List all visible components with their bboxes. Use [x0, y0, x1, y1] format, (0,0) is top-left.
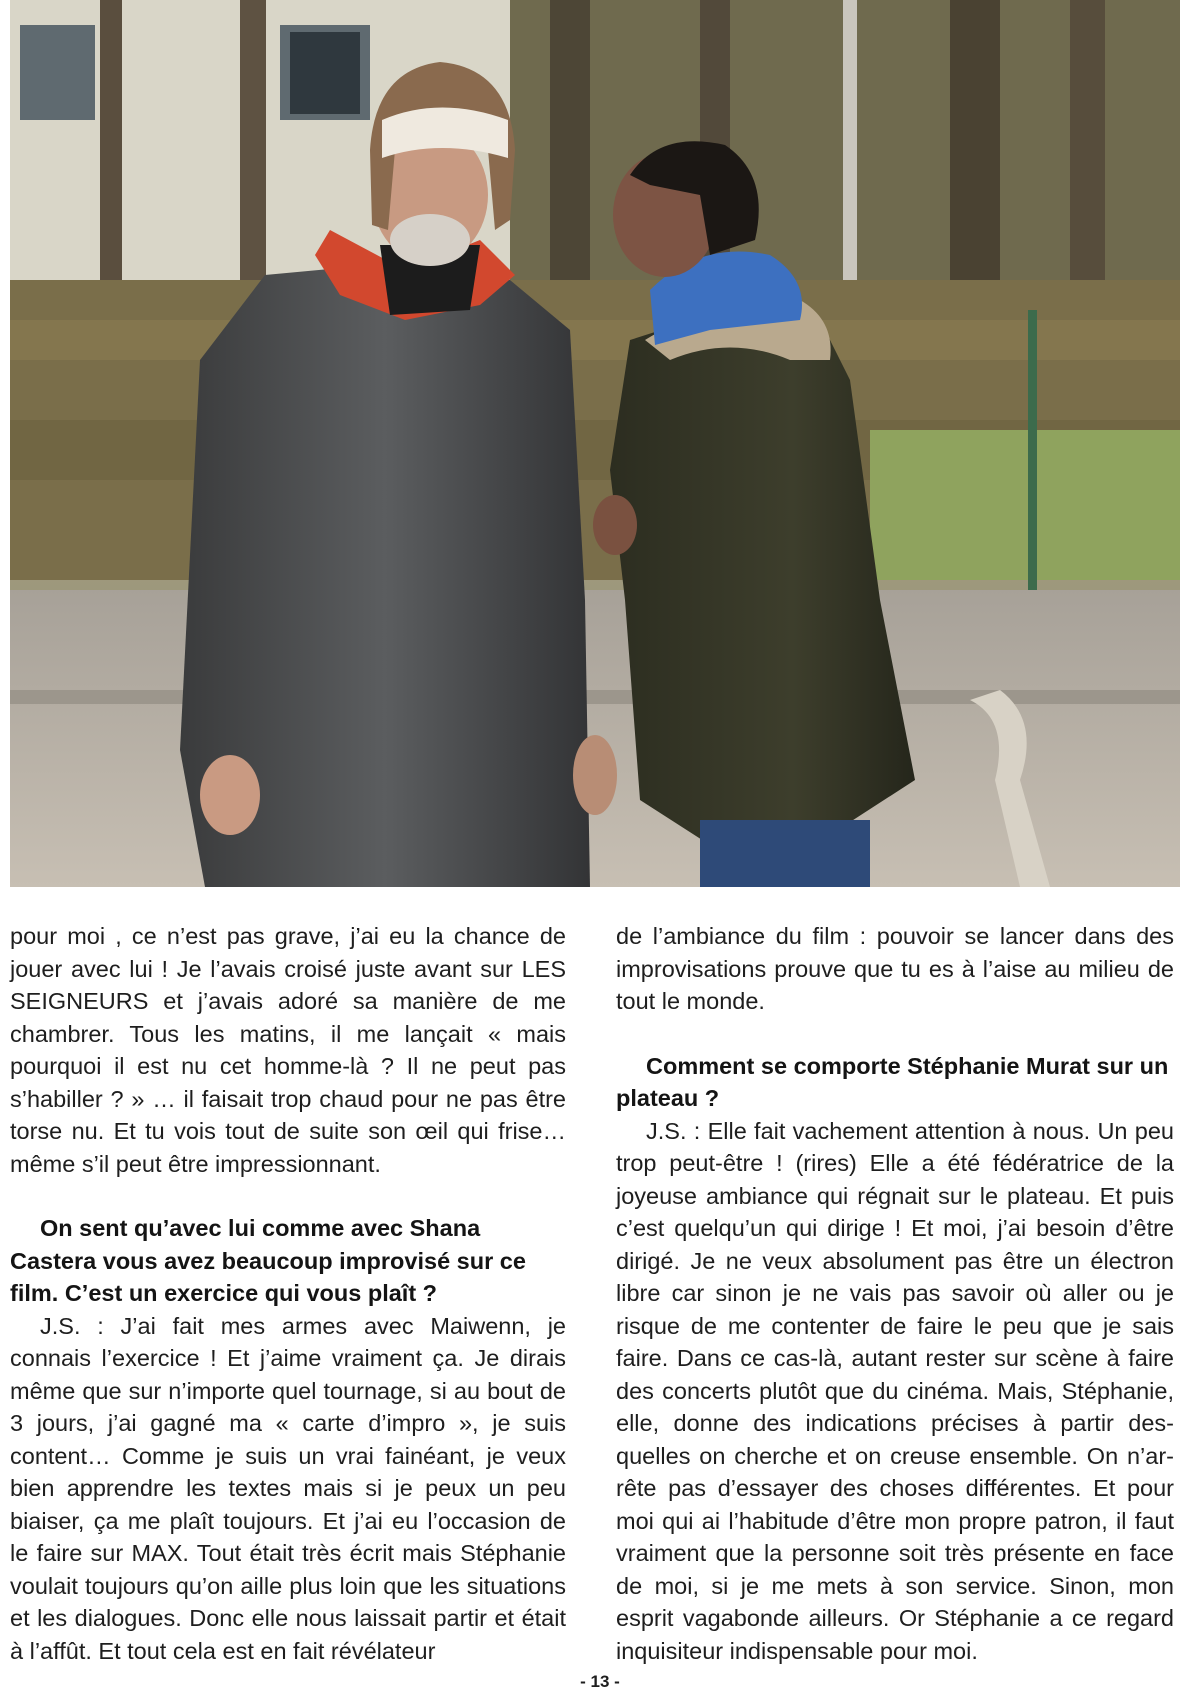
left-paragraph-1: pour moi , ce n’est pas grave, j’ai eu la chance de jouer avec lui ! Je l’avais croisé juste avant sur LES SEIGNEURS et j’avais adoré sa manière de me chambrer. Tous les matins, il me lançait « mais pourquoi il est nu cet homme-là ? Il ne peut pas s’habiller ? » … il faisait trop chaud pour ne pas être torse nu. Et tu vois tout de suite son œil qui frise… même s’il peut être impressionnant. [10, 923, 566, 1177]
page-number: - 13 - [580, 1672, 620, 1691]
left-column [10, 920, 566, 1667]
question-stephanie-murat: Comment se comporte Stéphanie Murat sur un plateau ? [616, 1052, 1169, 1111]
answer-improvisation: J.S. : J’ai fait mes armes avec Maiwenn, je connais l’exercice ! Et j’aime vraiment ça. Je dirais même que sur n’importe quel tournage, si au bout de 3 jours, j’ai gagné ma « carte d’impro », je suis content… Comme je suis un vrai fainéant, je veux bien apprendre les textes mais si je peux un peu biaiser, ça me plaît toujours. Et j’ai eu l’occasion de le faire sur MAX. Tout était très écrit mais Stéphanie voulait toujours qu’on aille plus loin que les situations et les dialogues. Donc elle nous laissait partir et était à l’affût. Et tout cela est en fait révélateur [10, 1312, 566, 1664]
film-still-two-men-photo [10, 0, 1180, 887]
film-still-photo [10, 0, 1180, 887]
right-paragraph-1: de l’ambiance du film : pouvoir se lancer dans des improvisations prouve que tu es à l’aise au milieu de tout le monde. [616, 923, 1174, 1014]
answer-stephanie-murat: J.S. : Elle fait vachement attention à nous. Un peu trop peut-être ! (rires) Elle a été fédératrice de la joyeuse ambiance qui régnait sur le plateau. Et puis c’est quelqu’un qui dirige ! Et moi, j’ai besoin d’être dirigé. Je ne veux absolument pas être un électron libre car sinon je ne vais pas savoir où aller ou je risque de me contenter de faire le peu que je sais faire. Dans ce cas-là, autant rester sur scène à faire des concerts plutôt que du cinéma. Mais, Stéphanie, elle, donne des indications précises à partir desquelles on cherche et on creuse ensemble. On n’arrête pas d’essayer des choses différentes. Et pour moi qui ai l’habitude d’être mon propre patron, il faut vraiment que la personne soit très présente en face de moi, si je me mets à son service. Sinon, mon esprit vagabonde ailleurs. Or Stéphanie a ce regard inquisiteur indispensable pour moi. [616, 1117, 1174, 1664]
question-improvisation: On sent qu’avec lui comme avec Shana Castera vous avez beaucoup improvisé sur ce film. C’est un exercice qui vous plaît ? [10, 1215, 526, 1306]
right-column [616, 920, 1174, 1667]
